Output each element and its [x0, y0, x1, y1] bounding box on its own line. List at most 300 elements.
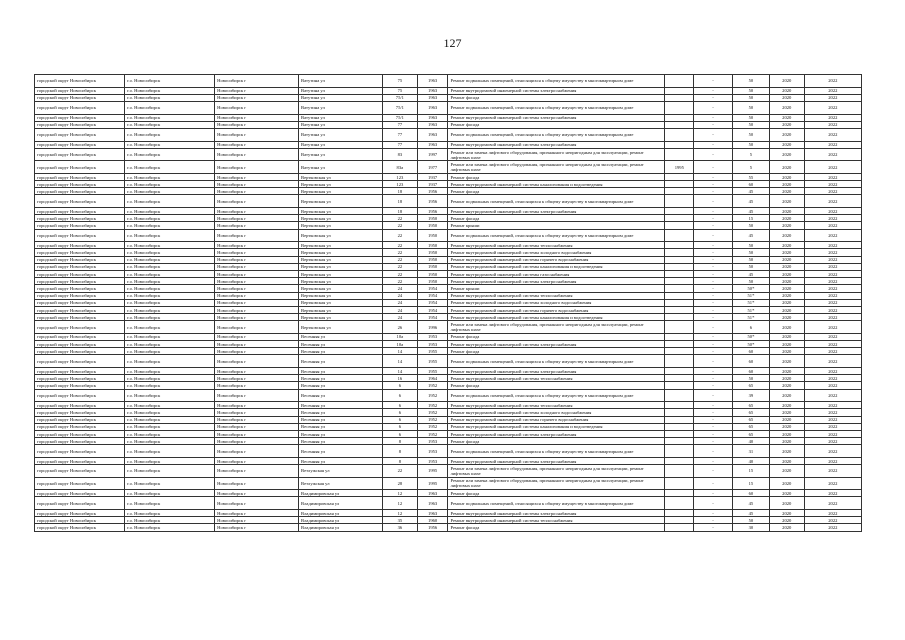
year-extra-cell [665, 208, 694, 215]
term-cell: 30 [733, 524, 770, 531]
table-row [35, 299, 862, 306]
period-start-cell: 2020 [769, 292, 804, 299]
house-cell: 22 [382, 278, 417, 285]
year-built-cell: 1954 [417, 292, 448, 299]
work-type-cell: Ремонт крыши [448, 222, 665, 229]
dash-cell: - [694, 457, 733, 464]
work-type-cell: Ремонт внутридомовой инженерной системы электроснабжения [448, 278, 665, 285]
city-cell: Новосибирск г [215, 497, 299, 510]
year-built-cell: 1954 [417, 285, 448, 292]
settlement-cell: г.о. Новосибирск [125, 524, 215, 531]
settlement-cell: г.о. Новосибирск [125, 445, 215, 458]
year-extra-cell [665, 114, 694, 121]
dash-cell: - [694, 215, 733, 222]
year-built-cell: 1963 [417, 141, 448, 148]
period-end-cell: 2022 [804, 402, 861, 409]
period-start-cell: 2020 [769, 477, 804, 490]
work-type-cell: Ремонт внутридомовой инженерной системы канализования и водоотведения [448, 263, 665, 270]
term-cell: 45 [733, 195, 770, 208]
street-cell: Весенняя ул [299, 457, 383, 464]
street-cell: Весенняя ул [299, 438, 383, 445]
year-built-cell: 1937 [417, 173, 448, 180]
period-start-cell: 2020 [769, 306, 804, 313]
house-cell: 75/1 [382, 94, 417, 101]
house-cell: 6 [382, 382, 417, 389]
term-cell: 65 [733, 416, 770, 423]
term-cell: 50 [733, 278, 770, 285]
year-built-cell: 1952 [417, 402, 448, 409]
district-cell: городской округ Новосибирск [35, 128, 125, 141]
dash-cell: - [694, 148, 733, 161]
dash-cell: - [694, 524, 733, 531]
period-end-cell: 2022 [804, 341, 861, 348]
settlement-cell: г.о. Новосибирск [125, 75, 215, 88]
house-cell: 22 [382, 263, 417, 270]
year-extra-cell [665, 121, 694, 128]
term-cell: 45 [733, 270, 770, 277]
table-row [35, 510, 862, 517]
year-extra-cell [665, 141, 694, 148]
period-end-cell: 2022 [804, 278, 861, 285]
period-end-cell: 2022 [804, 249, 861, 256]
year-extra-cell [665, 348, 694, 355]
period-start-cell: 2020 [769, 355, 804, 368]
period-end-cell: 2022 [804, 382, 861, 389]
house-cell: 22 [382, 222, 417, 229]
period-end-cell: 2022 [804, 517, 861, 524]
table-row [35, 348, 862, 355]
house-cell: 22 [382, 229, 417, 242]
house-cell: 10а [382, 333, 417, 340]
work-type-cell: Ремонт внутридомовой инженерной системы холодного водоснабжения [448, 409, 665, 416]
work-type-cell: Ремонт внутридомовой инженерной системы холодного водоснабжения [448, 249, 665, 256]
period-start-cell: 2020 [769, 270, 804, 277]
settlement-cell: г.о. Новосибирск [125, 87, 215, 94]
dash-cell: - [694, 348, 733, 355]
period-start-cell: 2020 [769, 423, 804, 430]
year-built-cell: 1995 [417, 465, 448, 478]
year-built-cell: 1964 [417, 375, 448, 382]
dash-cell: - [694, 188, 733, 195]
work-type-cell: Ремонт внутридомовой инженерной системы теплоснабжения [448, 292, 665, 299]
street-cell: Ватутина ул [299, 121, 383, 128]
house-cell: 6 [382, 389, 417, 402]
house-cell: 24 [382, 306, 417, 313]
street-cell: Вертковская ул [299, 249, 383, 256]
city-cell: Новосибирск г [215, 457, 299, 464]
work-type-cell: Ремонт внутридомовой инженерной системы электроснабжения [448, 87, 665, 94]
district-cell: городской округ Новосибирск [35, 94, 125, 101]
year-built-cell: 1956 [417, 195, 448, 208]
dash-cell: - [694, 333, 733, 340]
street-cell: Ватутина ул [299, 128, 383, 141]
house-cell: 14 [382, 368, 417, 375]
house-cell: 8 [382, 445, 417, 458]
period-start-cell: 2020 [769, 141, 804, 148]
year-built-cell: 1997 [417, 148, 448, 161]
table-row [35, 375, 862, 382]
city-cell: Новосибирск г [215, 148, 299, 161]
house-cell: 24 [382, 285, 417, 292]
year-built-cell: 1950 [417, 270, 448, 277]
period-start-cell: 2020 [769, 490, 804, 497]
period-end-cell: 2022 [804, 497, 861, 510]
city-cell: Новосибирск г [215, 321, 299, 334]
settlement-cell: г.о. Новосибирск [125, 402, 215, 409]
table-row [35, 229, 862, 242]
district-cell: городской округ Новосибирск [35, 438, 125, 445]
year-extra-cell [665, 256, 694, 263]
period-end-cell: 2022 [804, 94, 861, 101]
settlement-cell: г.о. Новосибирск [125, 242, 215, 249]
term-cell: 51* [733, 306, 770, 313]
year-extra-cell [665, 382, 694, 389]
period-end-cell: 2022 [804, 148, 861, 161]
settlement-cell: г.о. Новосибирск [125, 423, 215, 430]
street-cell: Весенняя ул [299, 389, 383, 402]
page-number: 127 [443, 36, 462, 50]
term-cell: 50 [733, 114, 770, 121]
table-row [35, 101, 862, 114]
work-type-cell: Ремонт внутридомовой инженерной системы электроснабжения [448, 457, 665, 464]
year-built-cell: 1950 [417, 278, 448, 285]
settlement-cell: г.о. Новосибирск [125, 389, 215, 402]
period-end-cell: 2022 [804, 270, 861, 277]
year-extra-cell [665, 263, 694, 270]
settlement-cell: г.о. Новосибирск [125, 510, 215, 517]
dash-cell: - [694, 382, 733, 389]
period-end-cell: 2022 [804, 181, 861, 188]
street-cell: Весенняя ул [299, 355, 383, 368]
period-end-cell: 2022 [804, 465, 861, 478]
year-built-cell: 1954 [417, 314, 448, 321]
work-type-cell: Ремонт или замена лифтового оборудования, признанного непригодным для эксплуатации, ремонт лифтовых шахт [448, 161, 665, 174]
district-cell: городской округ Новосибирск [35, 341, 125, 348]
year-built-cell: 1953 [417, 445, 448, 458]
year-extra-cell [665, 416, 694, 423]
district-cell: городской округ Новосибирск [35, 292, 125, 299]
house-cell: 12 [382, 490, 417, 497]
city-cell: Новосибирск г [215, 524, 299, 531]
period-end-cell: 2022 [804, 445, 861, 458]
term-cell: 45 [733, 497, 770, 510]
house-cell: 123 [382, 181, 417, 188]
district-cell: городской округ Новосибирск [35, 215, 125, 222]
house-cell: 77 [382, 128, 417, 141]
house-cell: 75 [382, 87, 417, 94]
work-type-cell: Ремонт подвальных помещений, относящихся к общему имуществу в многоквартирном доме [448, 445, 665, 458]
street-cell: Весенняя ул [299, 402, 383, 409]
street-cell: Вертковская ул [299, 173, 383, 180]
period-start-cell: 2020 [769, 438, 804, 445]
street-cell: Владимировская ул [299, 510, 383, 517]
period-end-cell: 2022 [804, 263, 861, 270]
period-end-cell: 2022 [804, 242, 861, 249]
city-cell: Новосибирск г [215, 389, 299, 402]
city-cell: Новосибирск г [215, 114, 299, 121]
table-row [35, 141, 862, 148]
table-row [35, 181, 862, 188]
table-row [35, 195, 862, 208]
settlement-cell: г.о. Новосибирск [125, 141, 215, 148]
period-end-cell: 2022 [804, 229, 861, 242]
settlement-cell: г.о. Новосибирск [125, 348, 215, 355]
settlement-cell: г.о. Новосибирск [125, 490, 215, 497]
work-type-cell: Ремонт фасада [448, 94, 665, 101]
period-start-cell: 2020 [769, 128, 804, 141]
dash-cell: - [694, 87, 733, 94]
street-cell: Ватутина ул [299, 114, 383, 121]
year-built-cell: 1950 [417, 242, 448, 249]
house-cell: 83а [382, 161, 417, 174]
district-cell: городской округ Новосибирск [35, 278, 125, 285]
period-end-cell: 2022 [804, 477, 861, 490]
district-cell: городской округ Новосибирск [35, 368, 125, 375]
city-cell: Новосибирск г [215, 409, 299, 416]
term-cell: 50 [733, 375, 770, 382]
city-cell: Новосибирск г [215, 87, 299, 94]
period-start-cell: 2020 [769, 114, 804, 121]
year-built-cell: 1952 [417, 423, 448, 430]
period-start-cell: 2020 [769, 75, 804, 88]
work-type-cell: Ремонт внутридомовой инженерной системы газоснабжения [448, 270, 665, 277]
settlement-cell: г.о. Новосибирск [125, 299, 215, 306]
city-cell: Новосибирск г [215, 490, 299, 497]
year-built-cell: 1955 [417, 348, 448, 355]
table-row [35, 465, 862, 478]
period-end-cell: 2022 [804, 285, 861, 292]
street-cell: Вертковская ул [299, 256, 383, 263]
year-built-cell: 1953 [417, 457, 448, 464]
period-end-cell: 2022 [804, 161, 861, 174]
year-built-cell: 1960 [417, 517, 448, 524]
table-body [35, 75, 862, 532]
period-start-cell: 2020 [769, 229, 804, 242]
year-built-cell: 1956 [417, 188, 448, 195]
house-cell: 123 [382, 173, 417, 180]
year-built-cell: 1950 [417, 222, 448, 229]
city-cell: Новосибирск г [215, 94, 299, 101]
period-start-cell: 2020 [769, 94, 804, 101]
table-row [35, 292, 862, 299]
period-start-cell: 2020 [769, 215, 804, 222]
table-row [35, 121, 862, 128]
year-extra-cell [665, 389, 694, 402]
city-cell: Новосибирск г [215, 306, 299, 313]
year-extra-cell [665, 215, 694, 222]
dash-cell: - [694, 299, 733, 306]
period-start-cell: 2020 [769, 222, 804, 229]
dash-cell: - [694, 121, 733, 128]
street-cell: Ватутина ул [299, 94, 383, 101]
table-row [35, 355, 862, 368]
year-built-cell: 1950 [417, 249, 448, 256]
settlement-cell: г.о. Новосибирск [125, 321, 215, 334]
street-cell: Вертковская ул [299, 278, 383, 285]
table-row [35, 270, 862, 277]
district-cell: городской округ Новосибирск [35, 409, 125, 416]
table-row [35, 382, 862, 389]
street-cell: Вертковская ул [299, 181, 383, 188]
house-cell: 16 [382, 375, 417, 382]
year-built-cell: 1955 [417, 368, 448, 375]
street-cell: Весенняя ул [299, 445, 383, 458]
year-built-cell: 1995 [417, 477, 448, 490]
settlement-cell: г.о. Новосибирск [125, 457, 215, 464]
table-row [35, 128, 862, 141]
district-cell: городской округ Новосибирск [35, 263, 125, 270]
house-cell: 77 [382, 141, 417, 148]
table-row [35, 457, 862, 464]
table-row [35, 94, 862, 101]
settlement-cell: г.о. Новосибирск [125, 188, 215, 195]
period-end-cell: 2022 [804, 256, 861, 263]
year-built-cell: 1953 [417, 438, 448, 445]
table-row [35, 321, 862, 334]
year-extra-cell [665, 321, 694, 334]
settlement-cell: г.о. Новосибирск [125, 94, 215, 101]
period-start-cell: 2020 [769, 121, 804, 128]
district-cell: городской округ Новосибирск [35, 382, 125, 389]
settlement-cell: г.о. Новосибирск [125, 341, 215, 348]
year-extra-cell [665, 222, 694, 229]
year-extra-cell [665, 510, 694, 517]
house-cell: 22 [382, 270, 417, 277]
period-end-cell: 2022 [804, 188, 861, 195]
settlement-cell: г.о. Новосибирск [125, 430, 215, 437]
house-cell: 26 [382, 321, 417, 334]
period-start-cell: 2020 [769, 195, 804, 208]
year-built-cell: 1952 [417, 389, 448, 402]
city-cell: Новосибирск г [215, 195, 299, 208]
period-start-cell: 2020 [769, 333, 804, 340]
period-start-cell: 2020 [769, 314, 804, 321]
work-type-cell: Ремонт или замена лифтового оборудования, признанного непригодным для эксплуатации, ремонт лифтовых шахт [448, 148, 665, 161]
table-row [35, 517, 862, 524]
settlement-cell: г.о. Новосибирск [125, 477, 215, 490]
period-start-cell: 2020 [769, 389, 804, 402]
term-cell: 15 [733, 215, 770, 222]
district-cell: городской округ Новосибирск [35, 321, 125, 334]
district-cell: городской округ Новосибирск [35, 517, 125, 524]
dash-cell: - [694, 445, 733, 458]
house-cell: 77 [382, 121, 417, 128]
year-extra-cell [665, 333, 694, 340]
dash-cell: - [694, 389, 733, 402]
city-cell: Новосибирск г [215, 222, 299, 229]
district-cell: городской округ Новосибирск [35, 114, 125, 121]
street-cell: Весенняя ул [299, 430, 383, 437]
work-type-cell: Ремонт внутридомовой инженерной системы холодного водоснабжения [448, 299, 665, 306]
term-cell: 50 [733, 249, 770, 256]
year-built-cell: 1956 [417, 524, 448, 531]
table-row [35, 368, 862, 375]
term-cell: 65 [733, 423, 770, 430]
district-cell: городской округ Новосибирск [35, 306, 125, 313]
settlement-cell: г.о. Новосибирск [125, 333, 215, 340]
city-cell: Новосибирск г [215, 242, 299, 249]
settlement-cell: г.о. Новосибирск [125, 256, 215, 263]
city-cell: Новосибирск г [215, 477, 299, 490]
settlement-cell: г.о. Новосибирск [125, 292, 215, 299]
period-end-cell: 2022 [804, 128, 861, 141]
district-cell: городской округ Новосибирск [35, 465, 125, 478]
district-cell: городской округ Новосибирск [35, 75, 125, 88]
year-extra-cell [665, 285, 694, 292]
dash-cell: - [694, 173, 733, 180]
street-cell: Ватутина ул [299, 148, 383, 161]
street-cell: Ветлужская ул [299, 477, 383, 490]
dash-cell: - [694, 208, 733, 215]
street-cell: Весенняя ул [299, 341, 383, 348]
settlement-cell: г.о. Новосибирск [125, 306, 215, 313]
dash-cell: - [694, 263, 733, 270]
year-extra-cell [665, 341, 694, 348]
dash-cell: - [694, 306, 733, 313]
year-built-cell: 1963 [417, 114, 448, 121]
period-end-cell: 2022 [804, 368, 861, 375]
city-cell: Новосибирск г [215, 208, 299, 215]
street-cell: Вертковская ул [299, 188, 383, 195]
work-type-cell: Ремонт или замена лифтового оборудования, признанного непригодным для эксплуатации, ремонт лифтовых шахт [448, 465, 665, 478]
street-cell: Вертковская ул [299, 222, 383, 229]
work-type-cell: Ремонт внутридомовой инженерной системы электроснабжения [448, 510, 665, 517]
year-extra-cell [665, 249, 694, 256]
period-end-cell: 2022 [804, 375, 861, 382]
period-start-cell: 2020 [769, 497, 804, 510]
district-cell: городской округ Новосибирск [35, 101, 125, 114]
period-end-cell: 2022 [804, 121, 861, 128]
dash-cell: - [694, 270, 733, 277]
dash-cell: - [694, 229, 733, 242]
street-cell: Весенняя ул [299, 382, 383, 389]
term-cell: 45 [733, 208, 770, 215]
term-cell: 5 [733, 148, 770, 161]
year-extra-cell [665, 195, 694, 208]
table-row [35, 114, 862, 121]
work-type-cell: Ремонт подвальных помещений, относящихся к общему имуществу в многоквартирном доме [448, 497, 665, 510]
work-type-cell: Ремонт внутридомовой инженерной системы канализования и водоотведения [448, 423, 665, 430]
street-cell: Вертковская ул [299, 292, 383, 299]
house-cell: 14 [382, 355, 417, 368]
period-start-cell: 2020 [769, 416, 804, 423]
district-cell: городской округ Новосибирск [35, 141, 125, 148]
city-cell: Новосибирск г [215, 75, 299, 88]
year-extra-cell [665, 438, 694, 445]
year-built-cell: 1950 [417, 229, 448, 242]
district-cell: городской округ Новосибирск [35, 299, 125, 306]
work-type-cell: Ремонт внутридомовой инженерной системы электроснабжения [448, 141, 665, 148]
work-type-cell: Ремонт фасада [448, 333, 665, 340]
street-cell: Вертковская ул [299, 208, 383, 215]
year-extra-cell [665, 270, 694, 277]
city-cell: Новосибирск г [215, 215, 299, 222]
district-cell: городской округ Новосибирск [35, 477, 125, 490]
year-built-cell: 1952 [417, 416, 448, 423]
city-cell: Новосибирск г [215, 278, 299, 285]
settlement-cell: г.о. Новосибирск [125, 101, 215, 114]
work-type-cell: Ремонт внутридомовой инженерной системы горячего водоснабжения [448, 416, 665, 423]
district-cell: городской округ Новосибирск [35, 389, 125, 402]
street-cell: Весенняя ул [299, 416, 383, 423]
city-cell: Новосибирск г [215, 101, 299, 114]
table-row [35, 389, 862, 402]
settlement-cell: г.о. Новосибирск [125, 375, 215, 382]
dash-cell: - [694, 285, 733, 292]
city-cell: Новосибирск г [215, 382, 299, 389]
term-cell: 60 [733, 181, 770, 188]
dash-cell: - [694, 517, 733, 524]
